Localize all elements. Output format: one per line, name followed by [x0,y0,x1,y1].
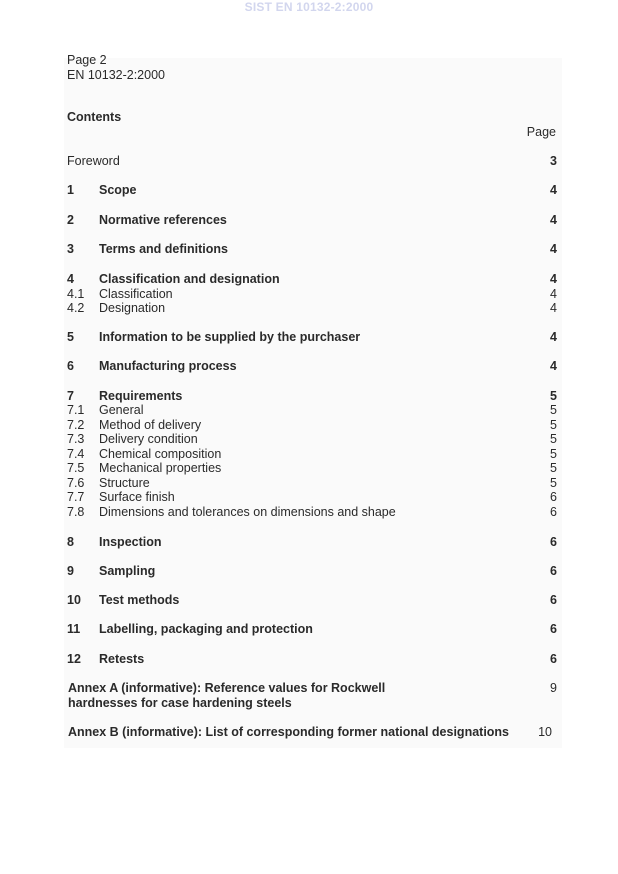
toc-entry-title: Designation [99,301,166,315]
toc-entry-number: 7.7 [67,490,85,504]
toc-entry-number: 4 [67,272,74,286]
toc-entry-page: 6 [550,622,557,636]
toc-entry-7-5[interactable] [67,461,557,476]
toc-entry-annex-b[interactable] [67,725,557,740]
toc-entry-4[interactable] [67,272,557,287]
toc-entry-page: 4 [550,272,557,286]
toc-entry-title: Information to be supplied by the purchaser [99,330,361,344]
toc-entry-page: 5 [550,418,557,432]
toc-entry-title: Structure [99,476,150,490]
toc-entry-page: 5 [550,476,557,490]
toc-entry-page: 10 [538,725,552,739]
toc-entry-page: 6 [550,505,557,519]
toc-entry-9[interactable] [67,564,557,579]
toc-entry-title: Requirements [99,389,183,403]
contents-heading: Contents [67,110,122,124]
toc-entry-number: 10 [67,593,81,607]
toc-entry-page: 4 [550,183,557,197]
toc-entry-2[interactable] [67,213,557,228]
watermark: SIST EN 10132-2:2000 [244,0,374,14]
toc-entry-title: Terms and definitions [99,242,228,256]
toc-entry-page: 6 [550,593,557,607]
toc-entry-3[interactable] [67,242,557,257]
toc-entry-number: 7.1 [67,403,85,417]
toc-entry-page: 5 [550,389,557,403]
toc-entry-title: Dimensions and tolerances on dimensions and shape [99,505,396,519]
toc-entry-page: 4 [550,330,557,344]
toc-entry-7-2[interactable] [67,418,557,433]
toc-entry-7-6[interactable] [67,476,557,491]
toc-entry-title: Test methods [99,593,180,607]
document-id: EN 10132-2:2000 [67,68,165,82]
toc-entry-number: 11 [67,622,81,636]
toc-entry-title: Retests [99,652,145,666]
toc-entry-number: 1 [67,183,74,197]
toc-entry-foreword[interactable] [67,154,557,169]
toc-entry-page: 6 [550,490,557,504]
toc-entry-number: 7.3 [67,432,85,446]
page-column-label: Page [526,125,556,139]
toc-entry-title: General [99,403,144,417]
toc-entry-7-4[interactable] [67,447,557,462]
toc-entry-number: 7.5 [67,461,85,475]
toc-entry-10[interactable] [67,593,557,608]
toc-entry-title: Sampling [99,564,156,578]
toc-entry-number: 7.8 [67,505,85,519]
toc-entry-title: Annex B (informative): List of corresponding former national designations [68,725,510,739]
toc-entry-page: 4 [550,287,557,301]
toc-entry-page: 4 [550,359,557,373]
toc-entry-number: 4.1 [67,287,85,301]
toc-entry-number: 2 [67,213,74,227]
toc-entry-title: Classification [99,287,173,301]
toc-entry-number: 12 [67,652,81,666]
toc-entry-number: 7 [67,389,74,403]
toc-entry-page: 4 [550,213,557,227]
toc-entry-page: 5 [550,447,557,461]
toc-entry-12[interactable] [67,652,557,667]
toc-entry-7-3[interactable] [67,432,557,447]
toc-entry-8[interactable] [67,535,557,550]
toc-entry-title: Normative references [99,213,227,227]
toc-entry-title: Manufacturing process [99,359,237,373]
toc-entry-page: 4 [550,242,557,256]
toc-entry-4-1[interactable] [67,287,557,302]
toc-entry-page: 6 [550,652,557,666]
toc-entry-page: 5 [550,461,557,475]
toc-entry-number: 9 [67,564,74,578]
toc-entry-title: Foreword [67,154,120,168]
toc-entry-7-7[interactable] [67,490,557,505]
toc-entry-4-2[interactable] [67,301,557,316]
toc-entry-number: 7.4 [67,447,85,461]
toc-entry-title: Chemical composition [99,447,222,461]
toc-entry-page: 6 [550,564,557,578]
toc-entry-page: 4 [550,301,557,315]
toc-entry-title: Method of delivery [99,418,202,432]
toc-entry-page: 3 [550,154,557,168]
toc-entry-page: 9 [550,681,557,695]
toc-entry-title: Labelling, packaging and protection [99,622,313,636]
toc-entry-11[interactable] [67,622,557,637]
toc-entry-title: Inspection [99,535,162,549]
toc-entry-annex-a[interactable] [67,681,557,711]
toc-entry-page: 5 [550,403,557,417]
toc-entry-title: Scope [99,183,137,197]
toc-entry-number: 3 [67,242,74,256]
toc-entry-5[interactable] [67,330,557,345]
table-of-contents [67,0,557,874]
toc-entry-page: 5 [550,432,557,446]
toc-entry-6[interactable] [67,359,557,374]
toc-entry-page: 6 [550,535,557,549]
toc-entry-title: Delivery condition [99,432,198,446]
toc-entry-number: 8 [67,535,74,549]
toc-entry-1[interactable] [67,183,557,198]
toc-entry-number: 5 [67,330,74,344]
toc-entry-number: 4.2 [67,301,85,315]
toc-entry-number: 6 [67,359,74,373]
toc-entry-title: Classification and designation [99,272,280,286]
toc-entry-number: 7.6 [67,476,85,490]
toc-entry-title: Annex A (informative): Reference values for Rockwell hardnesses for case hardening steels [68,681,386,710]
toc-entry-number: 7.2 [67,418,85,432]
toc-entry-title: Mechanical properties [99,461,222,475]
toc-entry-title: Surface finish [99,490,175,504]
page-number: Page 2 [67,53,107,67]
toc-entry-7-1[interactable] [67,403,557,418]
toc-entry-7[interactable] [67,389,557,404]
toc-entry-7-8[interactable] [67,505,557,520]
